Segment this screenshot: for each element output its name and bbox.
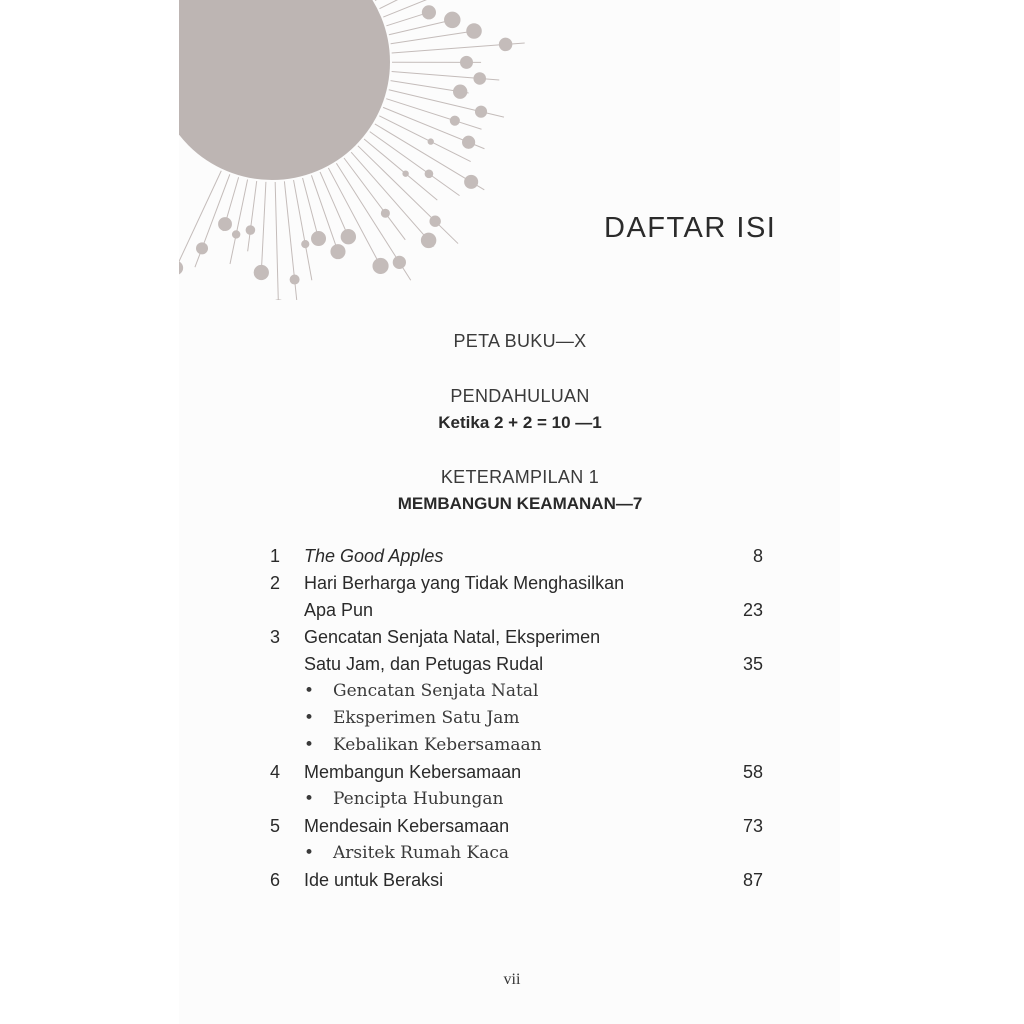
bullet-icon: •	[304, 735, 315, 755]
toc-entry-continued	[270, 597, 770, 624]
sun-circle	[154, 0, 390, 180]
chapter-title-line2: Apa Pun	[304, 600, 374, 620]
toc-entry[interactable]	[270, 570, 770, 597]
folio-page-number: vii	[503, 971, 521, 988]
chapter-title: The Good Apples	[304, 546, 444, 566]
subentry-title: Arsitek Rumah Kaca	[333, 843, 510, 863]
sunburst-ornament	[0, 0, 1024, 300]
chapter-number: 1	[270, 546, 281, 566]
skill-subtitle: MEMBANGUN KEAMANAN—7	[397, 494, 643, 513]
toc-subentry[interactable]	[270, 786, 770, 813]
chapter-title: Mendesain Kebersamaan	[304, 816, 510, 836]
skill-label: KETERAMPILAN 1	[440, 467, 600, 487]
toc-entry[interactable]	[270, 759, 770, 786]
chapter-title: Gencatan Senjata Natal, Eksperimen	[304, 627, 601, 647]
chapter-title-line2: Satu Jam, dan Petugas Rudal	[304, 654, 544, 674]
table-of-contents	[270, 543, 770, 894]
intro-subtitle: Ketika 2 + 2 = 10 —1	[438, 413, 602, 432]
page-number: 87	[742, 870, 763, 890]
page-title: DAFTAR ISI	[604, 212, 777, 244]
bullet-icon: •	[304, 681, 315, 701]
toc-subentry[interactable]	[270, 678, 770, 705]
chapter-number: 4	[270, 762, 281, 782]
page-number: 35	[742, 654, 763, 674]
chapter-title: Membangun Kebersamaan	[304, 762, 522, 782]
chapter-title: Hari Berharga yang Tidak Menghasilkan	[304, 573, 625, 593]
toc-entry[interactable]	[270, 813, 770, 840]
chapter-title: Ide untuk Beraksi	[304, 870, 444, 890]
toc-subentry[interactable]	[270, 705, 770, 732]
chapter-number: 2	[270, 573, 281, 593]
page-number: 8	[752, 546, 763, 566]
toc-entry[interactable]	[270, 543, 770, 570]
bullet-icon: •	[304, 789, 315, 809]
peta-buku-label: PETA BUKU—X	[453, 331, 587, 351]
toc-entry-continued	[270, 651, 770, 678]
toc-subentry[interactable]	[270, 732, 770, 759]
toc-entry[interactable]	[270, 624, 770, 651]
subentry-title: Gencatan Senjata Natal	[333, 681, 539, 701]
subentry-title: Pencipta Hubungan	[333, 789, 504, 809]
page-number: 58	[742, 762, 763, 782]
intro-label: PENDAHULUAN	[450, 386, 590, 406]
page-number: 73	[742, 816, 763, 836]
chapter-number: 5	[270, 816, 281, 836]
subentry-title: Eksperimen Satu Jam	[333, 708, 520, 728]
toc-subentry[interactable]	[270, 840, 770, 867]
toc-entry[interactable]	[270, 867, 770, 894]
bullet-icon: •	[304, 843, 315, 863]
chapter-number: 6	[270, 870, 281, 890]
subentry-title: Kebalikan Kebersamaan	[333, 735, 542, 755]
chapter-number: 3	[270, 627, 281, 647]
bullet-icon: •	[304, 708, 315, 728]
page-number: 23	[742, 600, 763, 620]
